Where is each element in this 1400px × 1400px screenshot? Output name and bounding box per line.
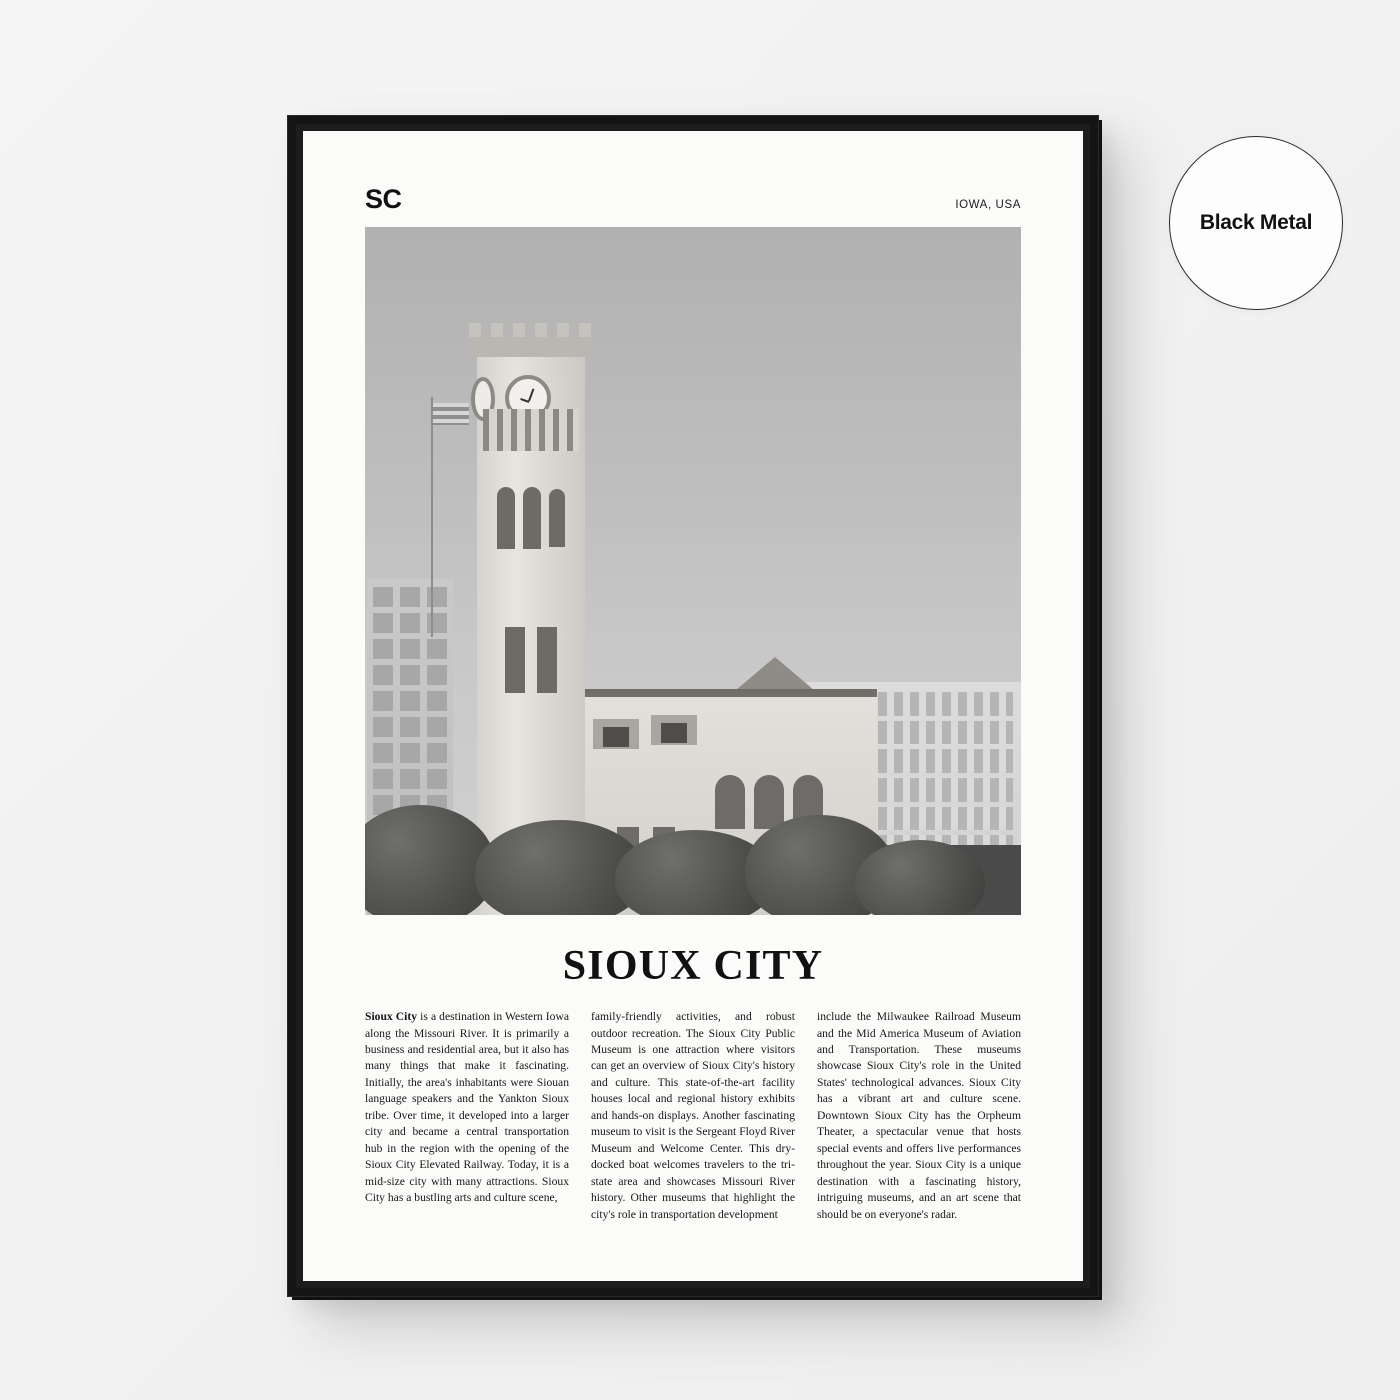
body-text: include the Milwaukee Railroad Museum and the Mid America Museum of Aviation and Transportation. These museums showcase Sioux City's role in the United States' technological advances. Sioux City has a vibrant art and culture scene. Downtown Sioux City has the Orpheum Theater, a spectacular venue that hosts special events and offers live performances throughout the year. Sioux City is a unique destination with a fascinating history, intriguing museums, and an art scene that should be on everyone's radar. xyxy=(817,1010,1021,1221)
arch-window xyxy=(754,775,784,829)
body-text: family-friendly activities, and robust outdoor recreation. The Sioux City Public Museum is one attraction where visitors can get an overview of Sioux City's history and culture. This state-of-the-art facility houses local and regional history exhibits and hands-on displays. Another fascinating museum to visit is the Sergeant Floyd River Museum and Welcome Center. This dry-docked boat welcomes travelers to the tri-state area and showcases Missouri River history. Other museums that highlight the city's role in transportation development xyxy=(591,1010,795,1221)
material-badge-label: Black Metal xyxy=(1199,211,1313,234)
poster xyxy=(303,131,1083,1281)
body-column-2 xyxy=(591,1009,795,1223)
tree xyxy=(855,840,985,915)
poster-region: IOWA, USA xyxy=(955,198,1021,211)
poster-code: SC xyxy=(365,184,402,214)
body-column-3 xyxy=(817,1009,1021,1223)
flagpole xyxy=(431,397,433,637)
body-column-1 xyxy=(365,1009,569,1223)
poster-photo xyxy=(365,227,1021,915)
tower-window-3 xyxy=(549,489,565,547)
material-badge[interactable] xyxy=(1169,136,1343,310)
tower-window-2 xyxy=(523,487,541,549)
poster-body-columns xyxy=(365,1009,1021,1223)
tower-window-5 xyxy=(537,627,557,693)
arch-window xyxy=(715,775,745,829)
dormer-window-1 xyxy=(593,719,639,749)
tower-crenellation xyxy=(469,323,593,337)
tower-cap xyxy=(469,335,593,357)
page-title: SIOUX CITY xyxy=(562,943,824,990)
flag xyxy=(433,403,469,425)
tower-arcade xyxy=(483,409,579,451)
picture-frame[interactable] xyxy=(287,115,1099,1297)
frame-mat xyxy=(303,131,1083,1281)
poster-header xyxy=(365,186,1021,213)
dormer-window-2 xyxy=(651,715,697,745)
body-lead-in: Sioux City xyxy=(365,1010,418,1024)
tower-window-4 xyxy=(505,627,525,693)
tower-window-1 xyxy=(497,487,515,549)
body-text: is a destination in Western Iowa along the Missouri River. It is primarily a business and residential area, but it also has many things that make it fascinating. Initially, the area's inhabitants were Siouan language speakers and the Yankton Sioux tribe. Over time, it developed into a larger city and became a central transportation hub in the region with the opening of the Sioux City Elevated Railway. Today, it is a mid-size city with many attractions. Sioux City has a bustling arts and culture scene, xyxy=(365,1010,569,1205)
